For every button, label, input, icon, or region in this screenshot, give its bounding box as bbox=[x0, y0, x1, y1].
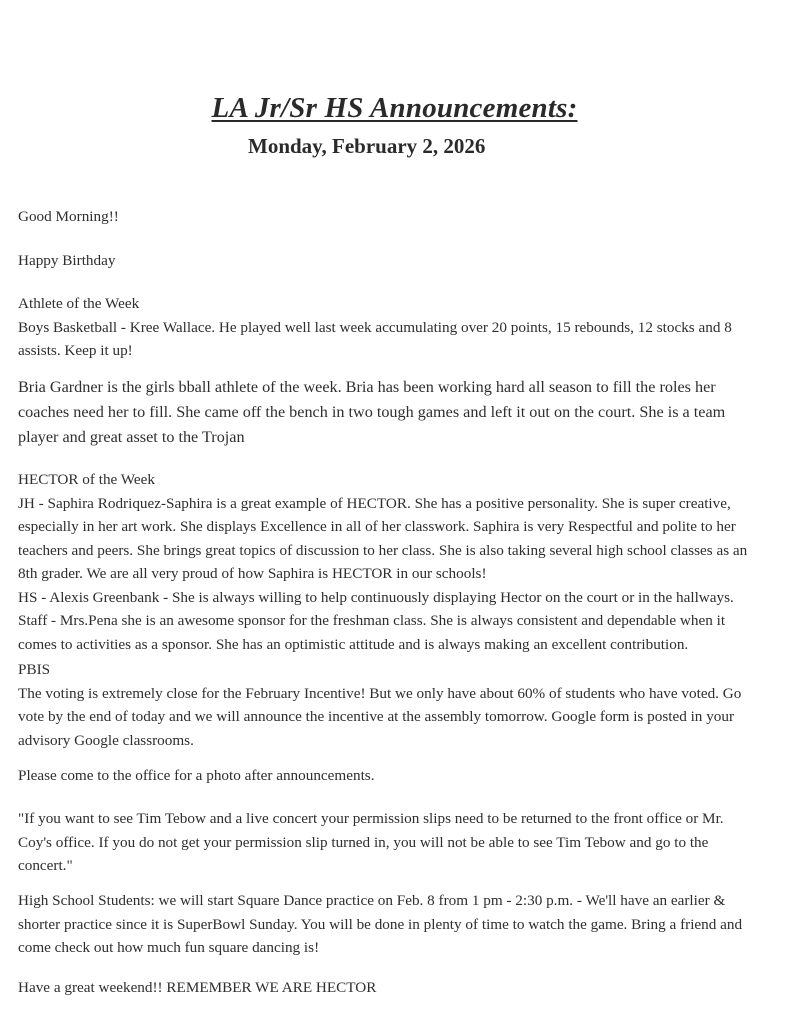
square-dance-line: High School Students: we will start Square Dance practice on Feb. 8 from 1 pm - 2:30 p.m. - We'll have an earlier & bbox=[18, 892, 726, 909]
girls-athlete-line: player and great asset to the Trojan bbox=[18, 428, 245, 446]
athlete-heading: Athlete of the Week bbox=[18, 295, 140, 312]
hector-line: JH - Saphira Rodriquez-Saphira is a great example of HECTOR. She has a positive personality. She is super creative, bbox=[18, 494, 731, 512]
athlete-of-week-section bbox=[18, 292, 788, 363]
hector-line: 8th grader. We are all very proud of how Saphira is HECTOR in our schools! bbox=[18, 565, 487, 582]
hector-line: teachers and peers. She brings great topics of discussion to her class. She is also taking several high school classes as an bbox=[18, 541, 748, 559]
photo-text: Please come to the office for a photo after announcements. bbox=[18, 767, 375, 784]
greeting bbox=[18, 205, 788, 229]
hector-of-week-section bbox=[18, 468, 788, 656]
girls-athlete-section bbox=[18, 375, 788, 450]
announcement-date: Monday, February 2, 2026 bbox=[248, 134, 486, 158]
athlete-line: assists. Keep it up! bbox=[18, 342, 133, 359]
hector-heading: HECTOR of the Week bbox=[18, 471, 155, 488]
athlete-line: Boys Basketball - Kree Wallace. He played well last week accumulating over 20 points, 15 rebounds, 12 stocks and 8 bbox=[18, 318, 732, 336]
tebow-line: Coy's office. If you do not get your permission slip turned in, you will not be able to see Tim Tebow and go to the bbox=[18, 833, 709, 851]
pbis-section bbox=[18, 658, 788, 752]
page-title bbox=[0, 92, 791, 125]
closing-text: Have a great weekend!! REMEMBER WE ARE HECTOR bbox=[18, 979, 377, 996]
greeting-text: Good Morning!! bbox=[18, 208, 119, 225]
tebow-line: "If you want to see Tim Tebow and a live concert your permission slips need to be returned to the front office or Mr. bbox=[18, 810, 724, 827]
pbis-line: advisory Google classrooms. bbox=[18, 731, 194, 749]
hector-line: HS - Alexis Greenbank - She is always willing to help continuously displaying Hector on the court or in the hallways. bbox=[18, 588, 734, 606]
hector-line: Staff - Mrs.Pena she is an awesome sponsor for the freshman class. She is always consistent and dependable when it bbox=[18, 612, 726, 629]
pbis-line: vote by the end of today and we will announce the incentive at the assembly tomorrow. Google form is posted in your bbox=[18, 708, 735, 725]
birthday-heading: Happy Birthday bbox=[18, 252, 116, 269]
girls-athlete-line: coaches need her to fill. She came off the bench in two tough games and left it out on the court. She is a team bbox=[18, 403, 726, 421]
birthday-section bbox=[18, 249, 788, 273]
page-title-text: LA Jr/Sr HS Announcements: bbox=[211, 92, 578, 124]
square-dance-line: come check out how much fun square dancing is! bbox=[18, 939, 320, 956]
closing-section bbox=[18, 976, 788, 1000]
hector-line: especially in her art work. She displays Excellence in all of her classwork. Saphira is very Respectful and polite to her bbox=[18, 518, 736, 535]
girls-athlete-line: Bria Gardner is the girls bball athlete of the week. Bria has been working hard all season to fill the roles her bbox=[18, 378, 716, 396]
photo-section bbox=[18, 764, 788, 788]
square-dance-line: shorter practice since it is SuperBowl Sunday. You will be done in plenty of time to watch the game. Bring a friend and bbox=[18, 915, 743, 933]
square-dance-section bbox=[18, 889, 788, 960]
hector-line: comes to activities as a sponsor. She has an optimistic attitude and is always making an excellent contribution. bbox=[18, 635, 689, 653]
tebow-section bbox=[18, 807, 788, 878]
pbis-line: The voting is extremely close for the February Incentive! But we only have about 60% of students who have voted. Go bbox=[18, 684, 742, 702]
pbis-heading: PBIS bbox=[18, 661, 51, 678]
tebow-line: concert." bbox=[18, 857, 73, 874]
